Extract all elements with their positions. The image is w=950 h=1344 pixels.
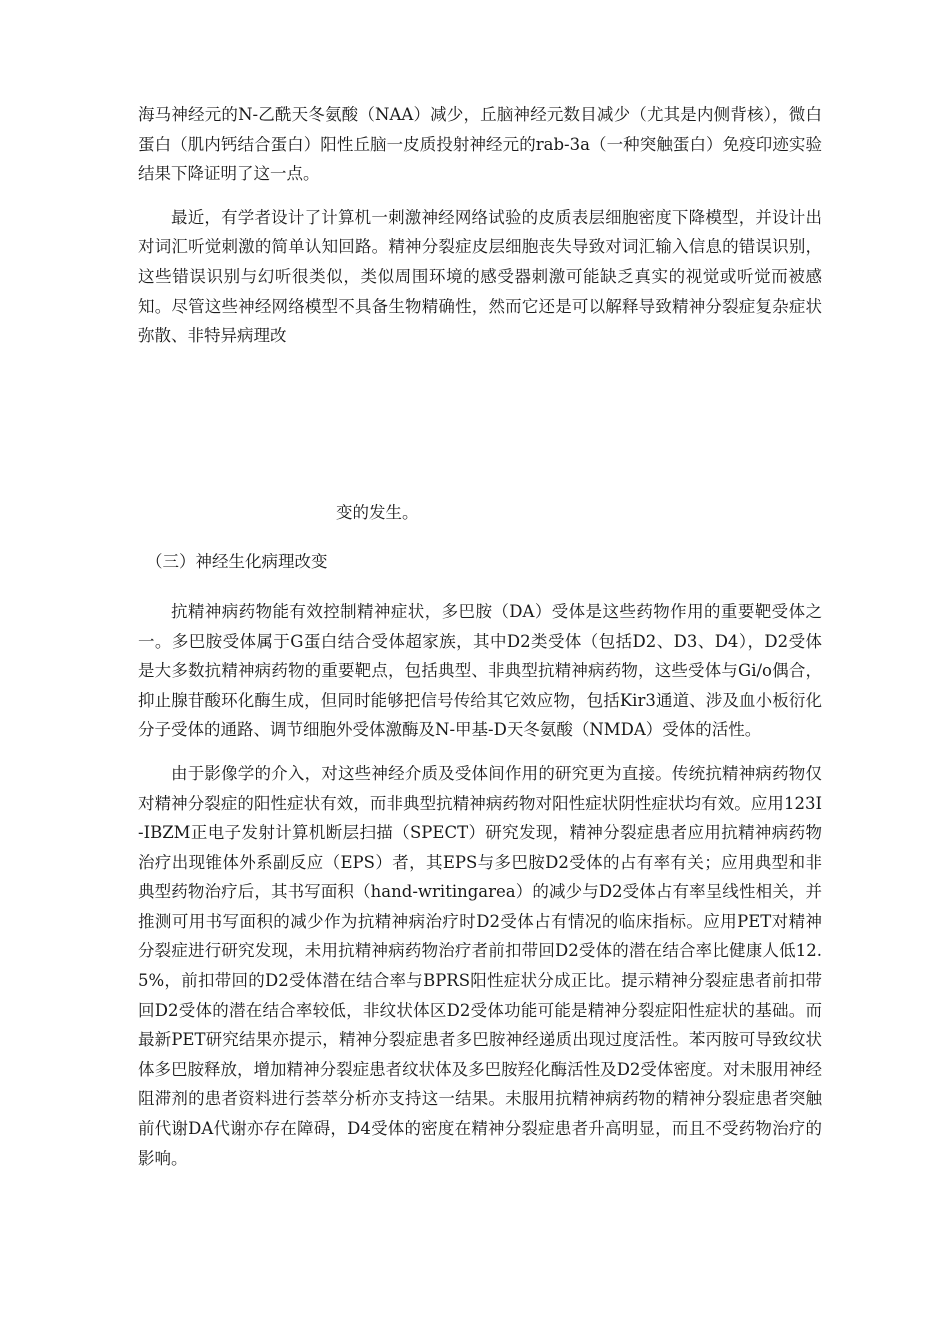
paragraph-naa-reduction: 海马神经元的N-乙酰天冬氨酸（NAA）减少，丘脑神经元数目减少（尤其是内侧背核），微白蛋白（肌内钙结合蛋白）阳性丘脑一皮质投射神经元的rab-3a（一种突触蛋白）免疫印迹实验结果下降证明了这一点。 (138, 105, 822, 184)
paragraph-imaging-studies: 由于影像学的介入，对这些神经介质及受体间作用的研究更为直接。传统抗精神病药物仅对精神分裂症的阳性症状有效，而非典型抗精神病药物对阳性症状阴性症状均有效。应用123I-IBZM正电子发射计算机断层扫描（SPECT）研究发现，精神分裂症患者应用抗精神病药物治疗出现锥体外系副反应（EPS）者，其EPS与多巴胺D2受体的占有率有关；应用典型和非典型药物治疗后，其书写面积（hand-writingarea）的减少与D2受体占有率呈线性相关，并推测可用书写面积的减少作为抗精神病治疗时D2受体占有情况的临床指标。应用PET对精神分裂症进行研究发现，未用抗精神病药物治疗者前扣带回D2受体的潜在结合率比健康人低12.5%，前扣带回的D2受体潜在结合率与BPRS阳性症状分成正比。提示精神分裂症患者前扣带回D2受体的潜在结合率较低，非纹状体区D2受体功能可能是精神分裂症阳性症状的基础。而最新PET研究结果亦提示，精神分裂症患者多巴胺神经递质出现过度活性。苯丙胺可导致纹状体多巴胺释放，增加精神分裂症患者纹状体及多巴胺羟化酶活性及D2受体密度。对未服用神经阻滞剂的患者资料进行荟萃分析亦支持这一结果。未服用抗精神病药物的精神分裂症患者突触前代谢DA代谢亦存在障碍，D4受体的密度在精神分裂症患者升高明显，而且不受药物治疗的影响。 (138, 763, 822, 1168)
section-heading: （三）神经生化病理改变 (146, 552, 328, 572)
paragraph-dopamine-receptors: 抗精神病药物能有效控制精神症状，多巴胺（DA）受体是这些药物作用的重要靶受体之一。多巴胺受体属于G蛋白结合受体超家族，其中D2类受体（包括D2、D3、D4），D2受体是大多数抗精神病药物的重要靶点，包括典型、非典型抗精神病药物，这些受体与Gi/o偶合，抑止腺苷酸环化酶生成，但同时能够把信号传给其它效应物，包括Kir3通道、涉及血小板衍化分子受体的通路、调节细胞外受体激酶及N-甲基-D天冬氨酸（NMDA）受体的活性。 (138, 601, 822, 740)
document-page (138, 100, 822, 1173)
paragraph-continuation: 变的发生。 (336, 502, 419, 522)
paragraph-neural-network-model: 最近，有学者设计了计算机一刺激神经网络试验的皮质表层细胞密度下降模型，并设计出对词汇听觉刺激的简单认知回路。精神分裂症皮层细胞丧失导致对词汇输入信息的错误识别，这些错误识别与幻听很类似，类似周围环境的感受器刺激可能缺乏真实的视觉或听觉而被感知。尽管这些神经网络模型不具备生物精确性，然而它还是可以解释导致精神分裂症复杂症状弥散、非特异病理改 (138, 207, 822, 346)
